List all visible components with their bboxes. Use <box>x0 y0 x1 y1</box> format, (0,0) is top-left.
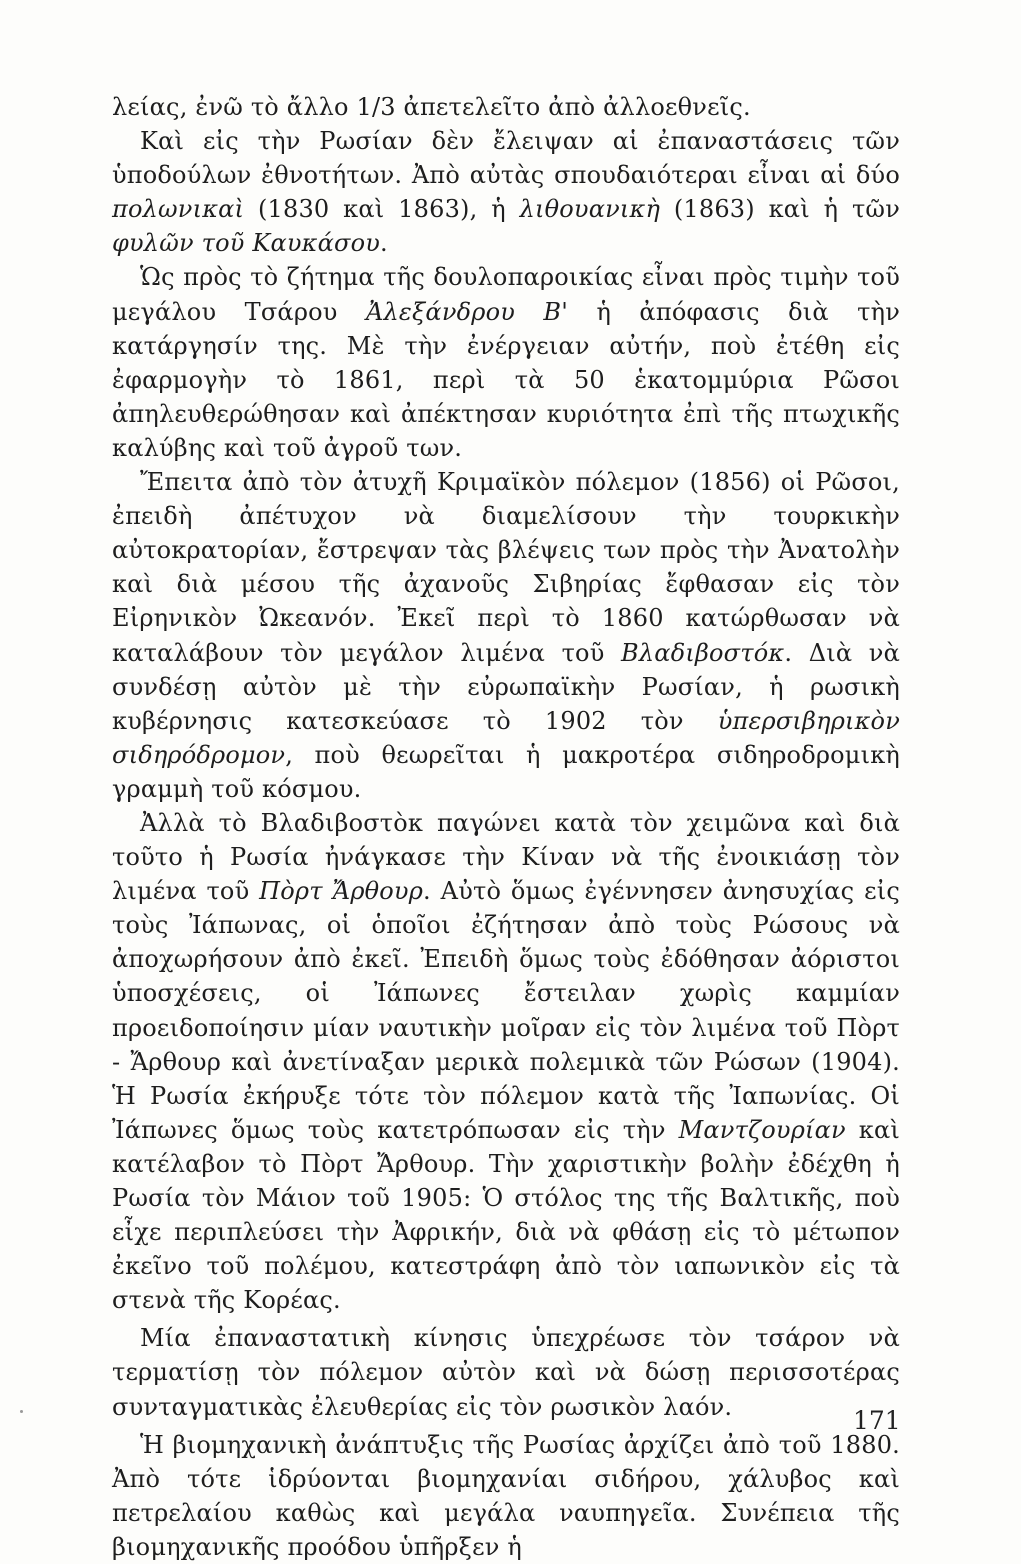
page-body <box>112 90 900 1564</box>
paragraph-5: Ἀλλὰ τὸ Βλαδιβοστὸκ παγώνει κατὰ τὸν χειμῶνα καὶ διὰ τοῦτο ἡ Ρωσία ἠνάγκασε τὴν Κίναν νὰ τῆς ἐνοικιάσῃ τὸν λιμένα τοῦ Πὸρτ Ἄρθουρ. Αὐτὸ ὅμως ἐγέννησεν ἀνησυχίας εἰς τοὺς Ἰάπωνας, οἱ ὁποῖοι ἐζήτησαν ἀπὸ τοὺς Ρώσους νὰ ἀποχωρήσουν ἀπὸ ἐκεῖ. Ἐπειδὴ ὅμως τοὺς ἐδόθησαν ἀόριστοι ὑποσχέσεις, οἱ Ἰάπωνες ἔστειλαν χωρὶς καμμίαν προειδοποίησιν μίαν ναυτικὴν μοῖραν εἰς τὸν λιμένα τοῦ Πὸρτ - Ἄρθουρ καὶ ἀνετίναξαν μερικὰ πολεμικὰ τῶν Ρώσων (1904). Ἡ Ρωσία ἐκήρυξε τότε τὸν πόλεμον κατὰ τῆς Ἰαπωνίας. Οἱ Ἰάπωνες ὅμως τοὺς κατετρόπωσαν εἰς τὴν Μαντζουρίαν καὶ κατέλαβον τὸ Πὸρτ Ἄρθουρ. Τὴν χαριστικὴν βολὴν ἐδέχθη ἡ Ρωσία τὸν Μάιον τοῦ 1905: Ὁ στόλος της τῆς Βαλτικῆς, ποὺ εἶχε περιπλεύσει τὴν Ἀφρικήν, διὰ νὰ φθάσῃ εἰς τὸ μέτωπον ἐκεῖνο τοῦ πολέμου, κατεστράφη ἀπὸ τὸν ιαπωνικὸν εἰς τὰ στενὰ τῆς Κορέας. <box>112 808 901 1315</box>
paragraph-2: Καὶ εἰς τὴν Ρωσίαν δὲν ἔλειψαν αἱ ἐπαναστάσεις τῶν ὑποδούλων ἐθνοτήτων. Ἀπὸ αὐτὰς σπουδαιότεραι εἶναι αἱ δύο πολωνικαὶ (1830 καὶ 1863), ἡ λιθουανικὴ (1863) καὶ ἡ τῶν φυλῶν τοῦ Καυκάσου. <box>112 127 900 258</box>
paragraph-3: Ὡς πρὸς τὸ ζήτημα τῆς δουλοπαροικίας εἶναι πρὸς τιμὴν τοῦ μεγάλου Τσάρου Ἀλεξάνδρου Β' ἡ ἀπόφασις διὰ τὴν κατάργησίν της. Μὲ τὴν ἐνέργειαν αὐτήν, ποὺ ἐτέθη εἰς ἐφαρμογὴν τὸ 1861, περὶ τὰ 50 ἑκατομμύρια Ρῶσοι ἀπηλευθερώθησαν καὶ ἀπέκτησαν κυριότητα ἐπὶ τῆς πτωχικῆς καλύβης καὶ τοῦ ἀγροῦ των. <box>112 263 901 462</box>
paragraph-1: λείας, ἐνῶ τὸ ἄλλο 1/3 ἀπετελεῖτο ἀπὸ ἀλλοεθνεῖς. <box>112 93 751 121</box>
italic-term: Ἀλεξάνδρου Β' <box>365 297 569 326</box>
paragraph-4: Ἔπειτα ἀπὸ τὸν ἀτυχῆ Κριμαϊκὸν πόλεμον (1856) οἱ Ρῶσοι, ἐπειδὴ ἀπέτυχον νὰ διαμελίσουν τὴν τουρκικὴν αὐτοκρατορίαν, ἔστρεψαν τὰς βλέψεις των πρὸς τὴν Ἀνατολὴν καὶ διὰ μέσου τῆς ἀχανοῦς Σιβηρίας ἔφθασαν εἰς τὸν Εἰρηνικὸν Ὠκεανόν. Ἐκεῖ περὶ τὸ 1860 κατώρθωσαν νὰ καταλάβουν τὸν μεγάλον λιμένα τοῦ Βλαδιβοστόκ. Διὰ νὰ συνδέσῃ αὐτὸν μὲ τὴν εὐρωπαϊκὴν Ρωσίαν, ἡ ρωσικὴ κυβέρνησις κατεσκεύασε τὸ 1902 τὸν ὑπερσιβηρικὸν σιδηρόδρομον, ποὺ θεωρεῖται ἡ μακροτέρα σιδηροδρομικὴ γραμμὴ τοῦ κόσμου. <box>112 468 901 803</box>
italic-term: Βλαδιβοστόκ <box>621 638 785 667</box>
italic-term: πολωνικαὶ <box>112 195 245 224</box>
italic-term: Μαντζουρίαν <box>678 1115 846 1144</box>
italic-term: φυλῶν τοῦ Καυκάσου <box>112 229 381 258</box>
paragraph-6: Μία ἐπαναστατικὴ κίνησις ὑπεχρέωσε τὸν τσάρον νὰ τερματίσῃ τὸν πόλεμον αὐτὸν καὶ νὰ δώσῃ περισσοτέρας συνταγματικὰς ἐλευθερίας εἰς τὸν ρωσικὸν λαόν. <box>112 1324 900 1421</box>
page-number: 171 <box>853 1406 901 1435</box>
paragraph-7: Ἡ βιομηχανικὴ ἀνάπτυξις τῆς Ρωσίας ἀρχίζει ἀπὸ τοῦ 1880. Ἀπὸ τότε ἱδρύονται βιομηχανίαι σιδήρου, χάλυβος καὶ πετρελαίου καθὼς καὶ μεγάλα ναυπηγεῖα. Συνέπεια τῆς βιομηχανικῆς προόδου ὑπῆρξεν ἡ <box>112 1430 900 1561</box>
italic-term: Πὸρτ Ἄρθουρ <box>259 877 424 906</box>
italic-term: λιθουανικὴ <box>519 195 661 224</box>
italic-term: ὑπερσιβηρικὸν σιδηρόδρομον <box>112 706 900 769</box>
scan-speck <box>20 1410 23 1413</box>
